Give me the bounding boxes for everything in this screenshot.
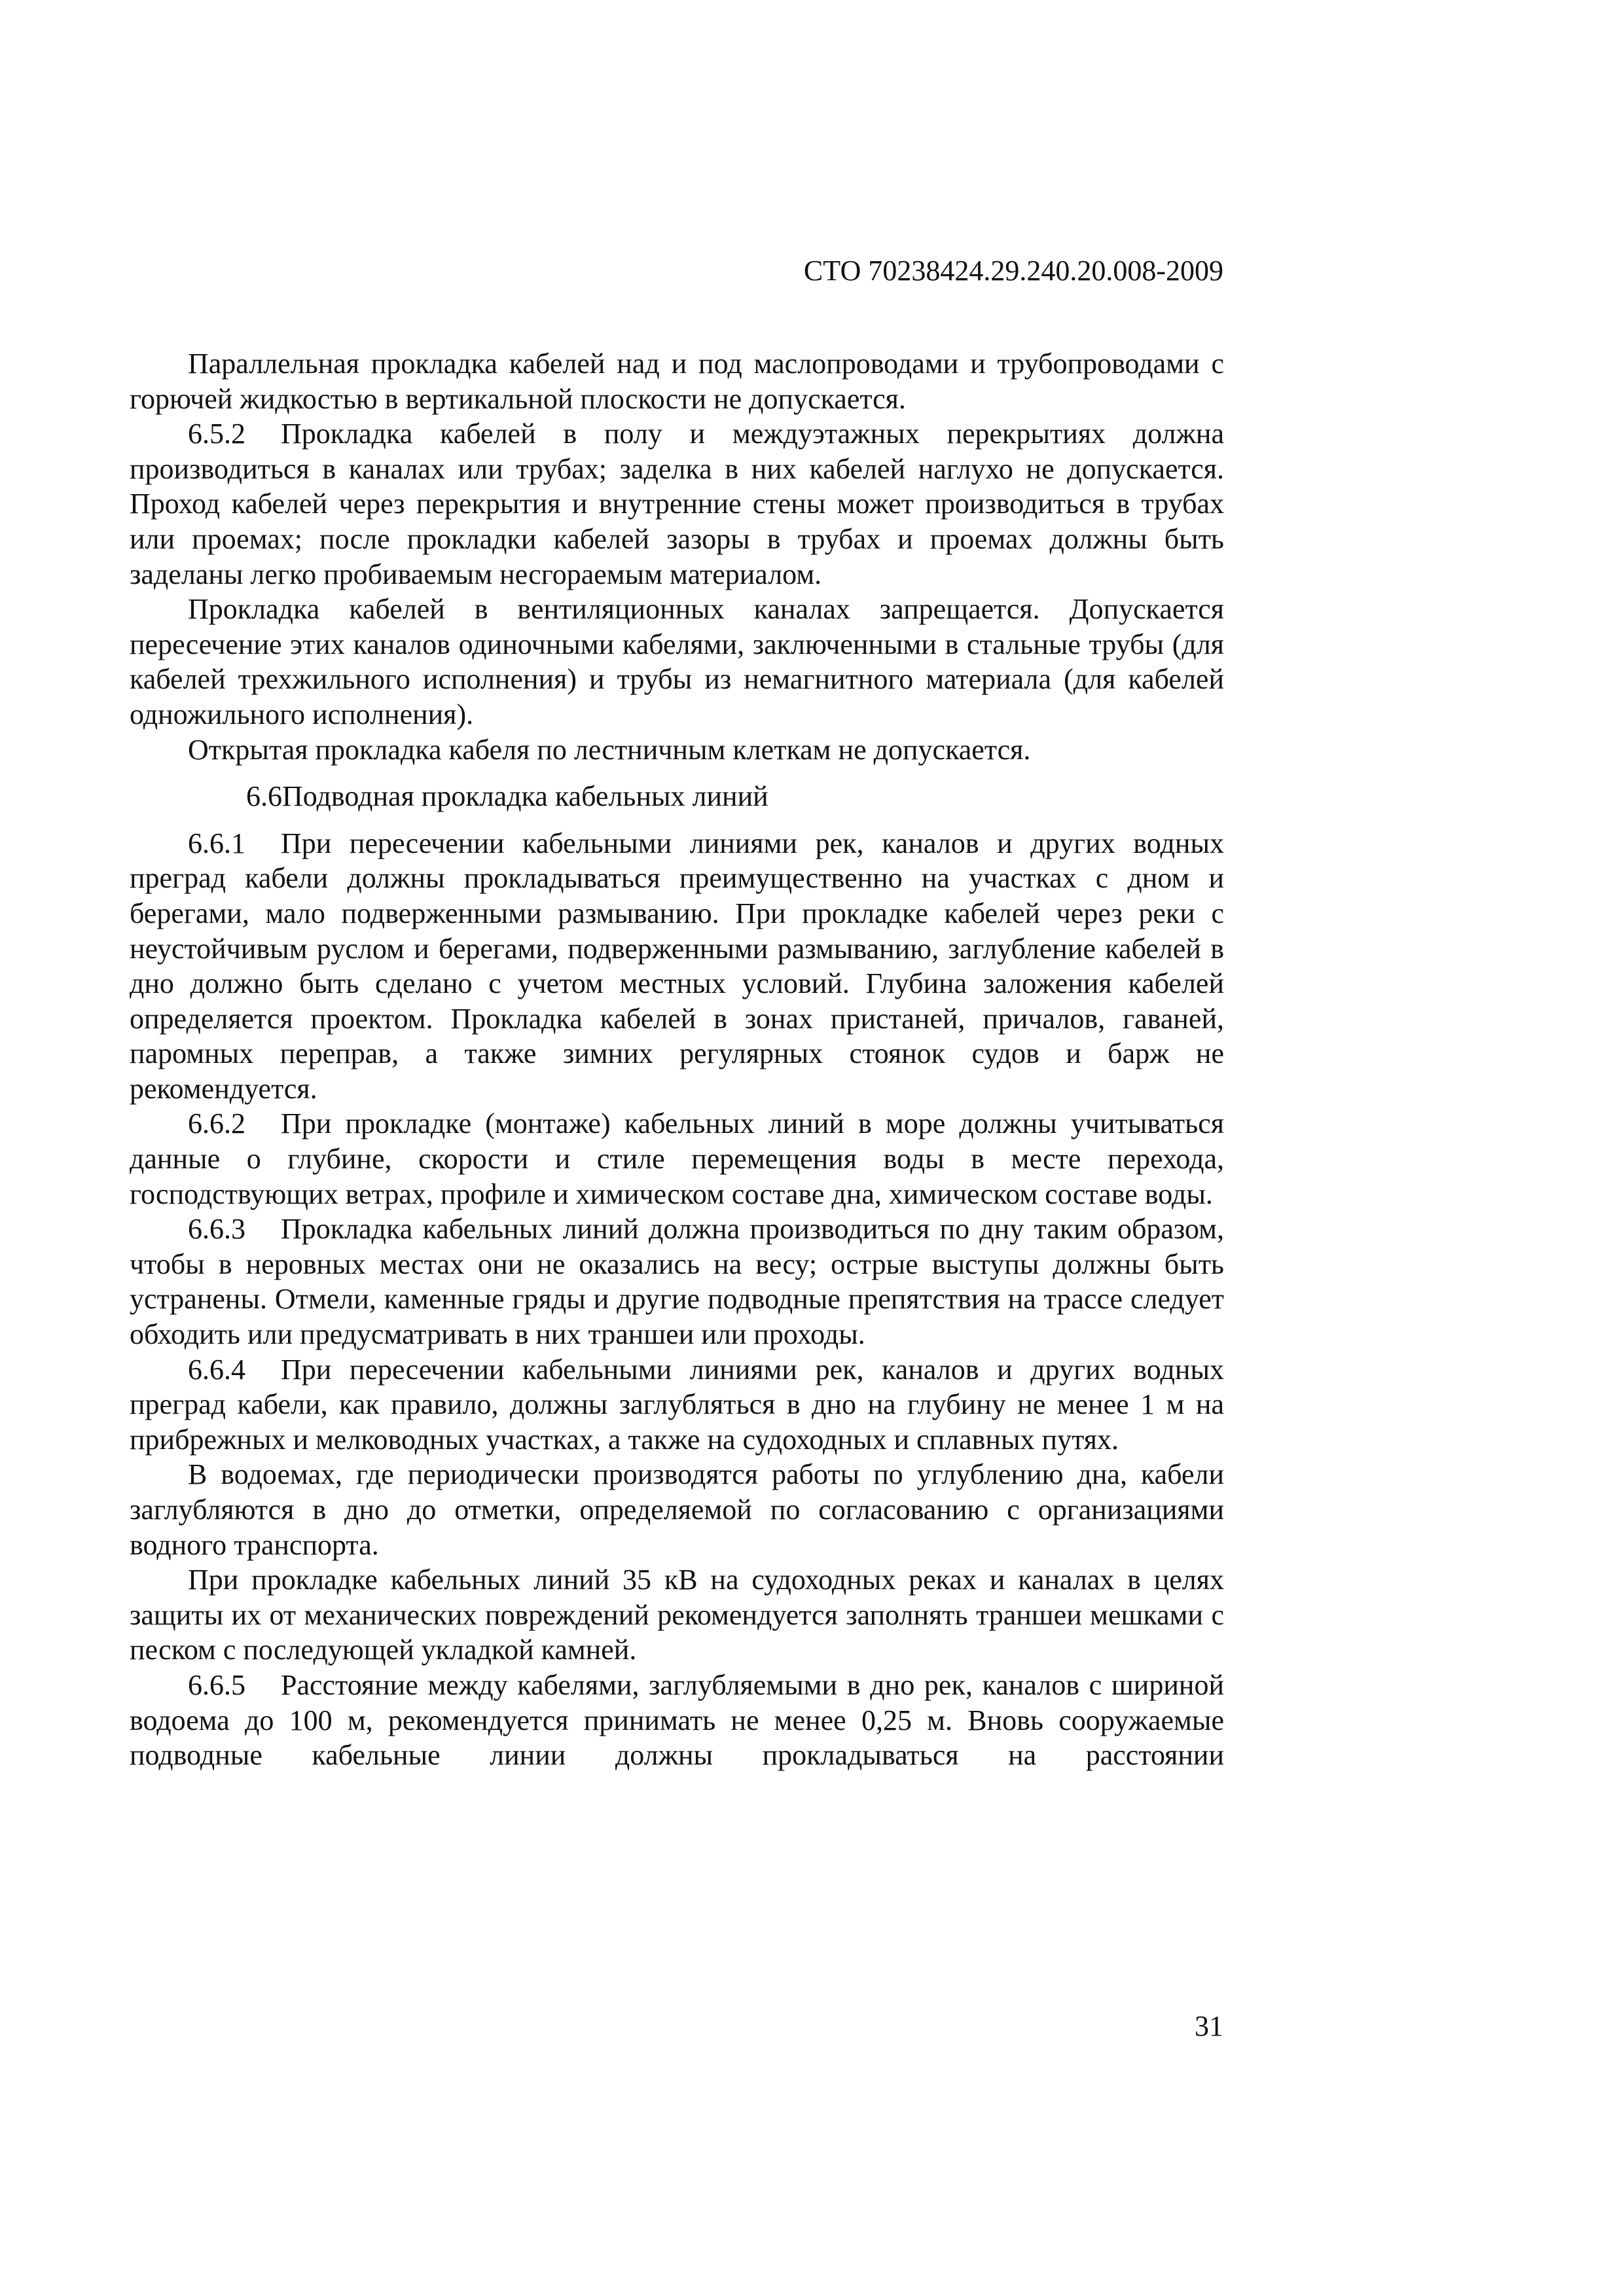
clause-number: 6.6.1	[188, 827, 245, 859]
paragraph-text: При пересечении кабельными линиями рек, каналов и других водных преград кабели должны прокладываться преимущественно на участках с дном и берегами, мало подверженными размыванию. При прокладке кабелей через реки с неустойчивым руслом и берегами, подверженными размыванию, заглубление кабелей в дно должно быть сделано с учетом местных условий. Глубина заложения кабелей определяется проектом. Прокладка кабелей в зонах пристаней, причалов, гаваней, паромных переправ, а также зимних регулярных стоянок судов и барж не рекомендуется.	[130, 827, 1224, 1105]
paragraph-open-laying-stairs	[130, 732, 1224, 768]
paragraph-text: При прокладке кабельных линий 35 кВ на судоходных реках и каналах в целях защиты их от механических повреждений рекомендуется заполнять траншеи мешками с песком с последующей укладкой камней.	[130, 1564, 1224, 1666]
section-number: 6.6	[246, 780, 282, 813]
clause-number: 6.6.5	[188, 1668, 245, 1701]
paragraph-35kv-navigable-rivers	[130, 1562, 1224, 1668]
paragraph-ventilation-channels	[130, 592, 1224, 732]
paragraph-text: При пересечении кабельными линиями рек, каналов и других водных преград кабели, как правило, должны заглубляться в дно на глубину не менее 1 м на прибрежных и мелководных участках, а также на судоходных и сплавных путях.	[130, 1353, 1224, 1456]
paragraph-6-6-4	[130, 1352, 1224, 1458]
section-title: Подводная прокладка кабельных линий	[282, 780, 768, 813]
paragraph-text: Расстояние между кабелями, заглубляемыми в дно рек, каналов с шириной водоема до 100 м, рекомендуется принимать не менее 0,25 м. Вновь сооружаемые подводные кабельные линии должны прокладываться на расстоянии	[130, 1668, 1224, 1772]
document-body	[130, 346, 1224, 1773]
paragraph-dredging-reservoirs	[130, 1457, 1224, 1562]
paragraph-6-6-1	[130, 826, 1224, 1107]
clause-number: 6.6.3	[188, 1213, 245, 1246]
clause-number: 6.6.2	[188, 1107, 245, 1140]
paragraph-6-6-2	[130, 1106, 1224, 1211]
paragraph-text: Открытая прокладка кабеля по лестничным клеткам не допускается.	[188, 733, 1031, 766]
section-heading-6-6	[130, 779, 1224, 814]
clause-number: 6.5.2	[188, 418, 245, 450]
page-number: 31	[1195, 2010, 1223, 2042]
paragraph-text: Прокладка кабелей в полу и междуэтажных перекрытиях должна производиться в каналах или трубах; заделка в них кабелей наглухо не допускается. Проход кабелей через перекрытия и внутренние стены может производиться в трубах или проемах; после прокладки кабелей зазоры в трубах и проемах должны быть заделаны легко пробиваемым несгораемым материалом.	[130, 418, 1224, 590]
paragraph-6-5-2	[130, 416, 1224, 592]
paragraph-text: Параллельная прокладка кабелей над и под маслопроводами и трубопроводами с горючей жидкостью в вертикальной плоскости не допускается.	[130, 348, 1224, 415]
paragraph-6-6-3	[130, 1211, 1224, 1352]
paragraph-text: Прокладка кабелей в вентиляционных каналах запрещается. Допускается пересечение этих каналов одиночными кабелями, заключенными в стальные трубы (для кабелей трехжильного исполнения) и трубы из немагнитного материала (для кабелей одножильного исполнения).	[130, 593, 1224, 730]
clause-number: 6.6.4	[188, 1353, 245, 1386]
paragraph-6-6-5	[130, 1668, 1224, 1773]
paragraph-text: При прокладке (монтаже) кабельных линий в море должны учитываться данные о глубине, скорости и стиле перемещения воды в месте перехода, господствующих ветрах, профиле и химическом составе дна, химическом составе воды.	[130, 1107, 1224, 1210]
document-code-header: СТО 70238424.29.240.20.008-2009	[803, 255, 1223, 287]
paragraph-text: В водоемах, где периодически производятся работы по углублению дна, кабели заглубляются в дно до отметки, определяемой по согласованию с организациями водного транспорта.	[130, 1458, 1224, 1561]
paragraph-text: Прокладка кабельных линий должна производиться по дну таким образом, чтобы в неровных местах они не оказались на весу; острые выступы должны быть устранены. Отмели, каменные гряды и другие подводные препятствия на трассе следует обходить или предусматривать в них траншеи или проходы.	[130, 1213, 1224, 1351]
paragraph-parallel-laying	[130, 346, 1224, 416]
